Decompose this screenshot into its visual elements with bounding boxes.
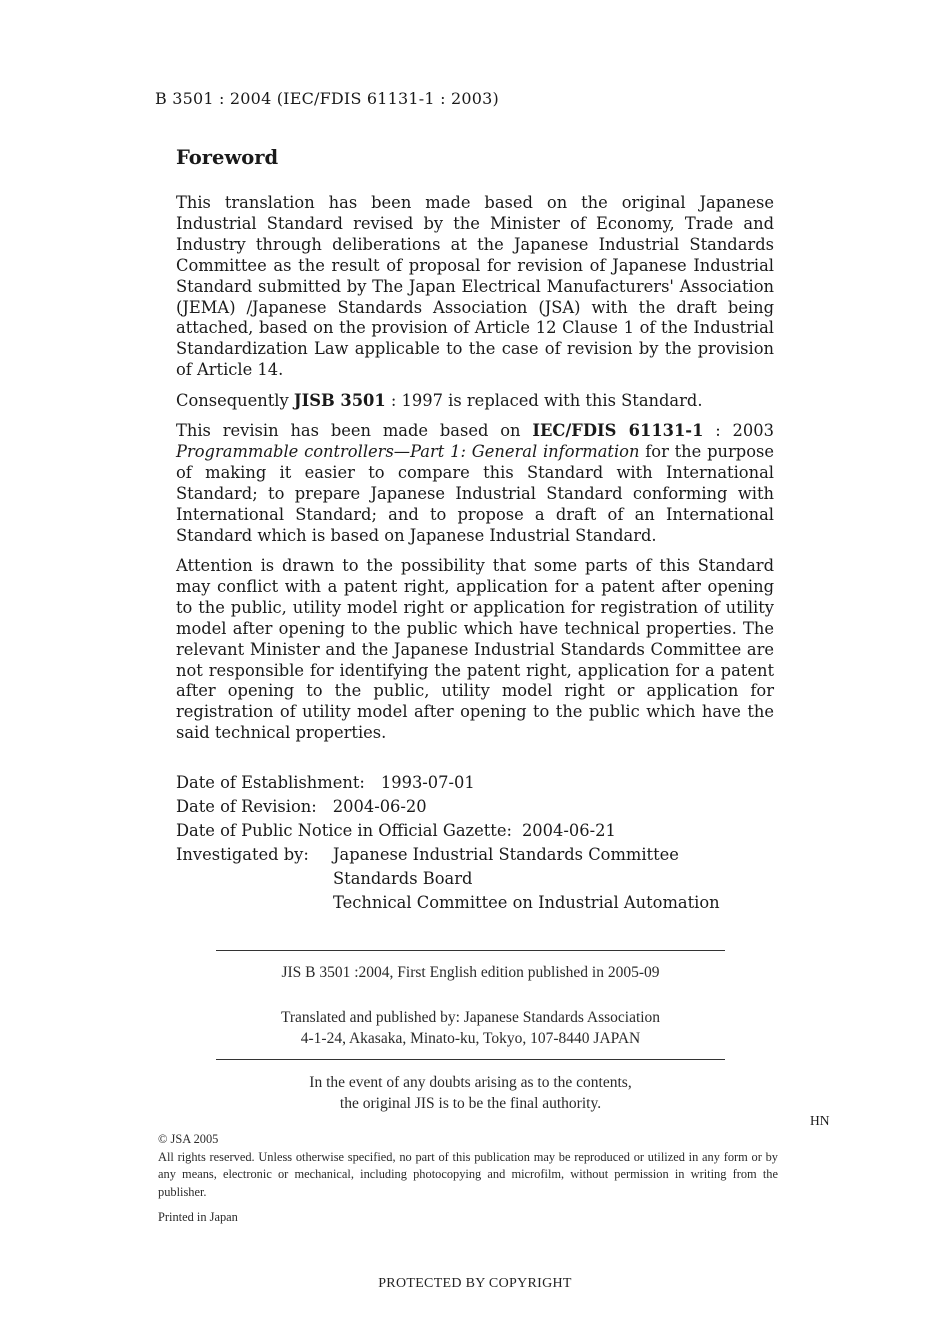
copyright-line: © JSA 2005 (158, 1132, 219, 1146)
p3-after: for the purpose of making it easier to compare this Standard with International Standard; to prepare Japanese Industrial Standard conforming with International Standard; and to propose a draft of an International Standard which is based on Japanese Industrial Standard. (176, 441, 774, 545)
publisher-address: 4-1-24, Akasaka, Minato-ku, Tokyo, 107-8440 JAPAN (300, 1030, 641, 1047)
rights-notice: All rights reserved. Unless otherwise specified, no part of this publication may be reproduced or utilized in any form or by any means, electronic or mechanical, including photocopying and microfilm, without permission in writing from the publisher. (158, 1149, 778, 1199)
paragraph-patent-notice: Attention is drawn to the possibility that some parts of this Standard may conflict with a patent right, application for a patent after opening to the public, utility model right or application for registration of utility model after opening to the public which have technical properties. The relevant Minister and the Japanese Industrial Standards Committee are not responsible for identifying the patent right, application for a patent after opening to the public, utility model right or application for registration of utility model after opening to the public which have the said technical properties. (176, 556, 774, 743)
paragraph-translation-basis: This translation has been made based on the original Japanese Industrial Standard revised by the Minister of Economy, Trade and Industry through deliberations at the Japanese Industrial Standards Committee as the result of proposal for revision of Japanese Industrial Standard submitted by The Japan Electrical Manufacturers' Association (JEMA) /Japanese Standards Association (JSA) with the draft being attached, based on the provision of Article 12 Clause 1 of the Industrial Standardization Law applicable to the case of revision by the provision of Article 14. (176, 193, 774, 380)
investigated-row (176, 843, 720, 912)
investigated-item: Technical Committee on Industrial Automation (333, 893, 720, 912)
investigated-label: Investigated by: (176, 845, 309, 864)
dates-block (176, 771, 720, 912)
paragraph-replacement (176, 391, 774, 412)
authority-line-2: the original JIS is to be the final authority. (339, 1095, 602, 1112)
p2-standard-ref: JISB 3501 (293, 391, 386, 410)
edition-line: JIS B 3501 :2004, First English edition published in 2005-09 (281, 964, 660, 981)
p3-before: This revisin has been made based on (176, 421, 533, 440)
p2-before: Consequently (176, 391, 294, 410)
p3-standard-ref: IEC/FDIS 61131-1 (532, 421, 704, 440)
investigated-item: Japanese Industrial Standards Committee (333, 845, 679, 864)
notice-row (176, 819, 616, 843)
investigated-item: Standards Board (333, 869, 473, 888)
revision-value: 2004-06-20 (332, 797, 427, 816)
establishment-value: 1993-07-01 (380, 773, 475, 792)
paragraph-revision-basis (176, 421, 774, 546)
divider-bottom (216, 1059, 725, 1060)
authority-notice (216, 1072, 725, 1114)
p3-standard-title: Programmable controllers—Part 1: General information (176, 441, 640, 461)
copyright-footer: PROTECTED BY COPYRIGHT (378, 1276, 572, 1291)
copyright-block (158, 1131, 778, 1201)
document-header: B 3501 : 2004 (IEC/FDIS 61131-1 : 2003) (155, 89, 499, 108)
notice-label: Date of Public Notice in Official Gazette: (176, 821, 512, 840)
printed-in: Printed in Japan (158, 1210, 238, 1224)
revision-row (176, 795, 616, 819)
notice-value: 2004-06-21 (521, 821, 616, 840)
p3-mid: : 2003 (703, 421, 774, 440)
page-title: Foreword (176, 146, 279, 169)
p2-after: : 1997 is replaced with this Standard. (385, 391, 703, 410)
establishment-row (176, 771, 616, 795)
investigated-list (333, 843, 720, 915)
publisher-block (216, 1007, 725, 1049)
hn-mark: HN (810, 1113, 830, 1128)
revision-label: Date of Revision: (176, 797, 317, 816)
translated-by: Translated and published by: Japanese Standards Association (280, 1009, 661, 1026)
authority-line-1: In the event of any doubts arising as to the contents, (309, 1074, 632, 1091)
divider-top (216, 950, 725, 951)
establishment-label: Date of Establishment: (176, 773, 365, 792)
